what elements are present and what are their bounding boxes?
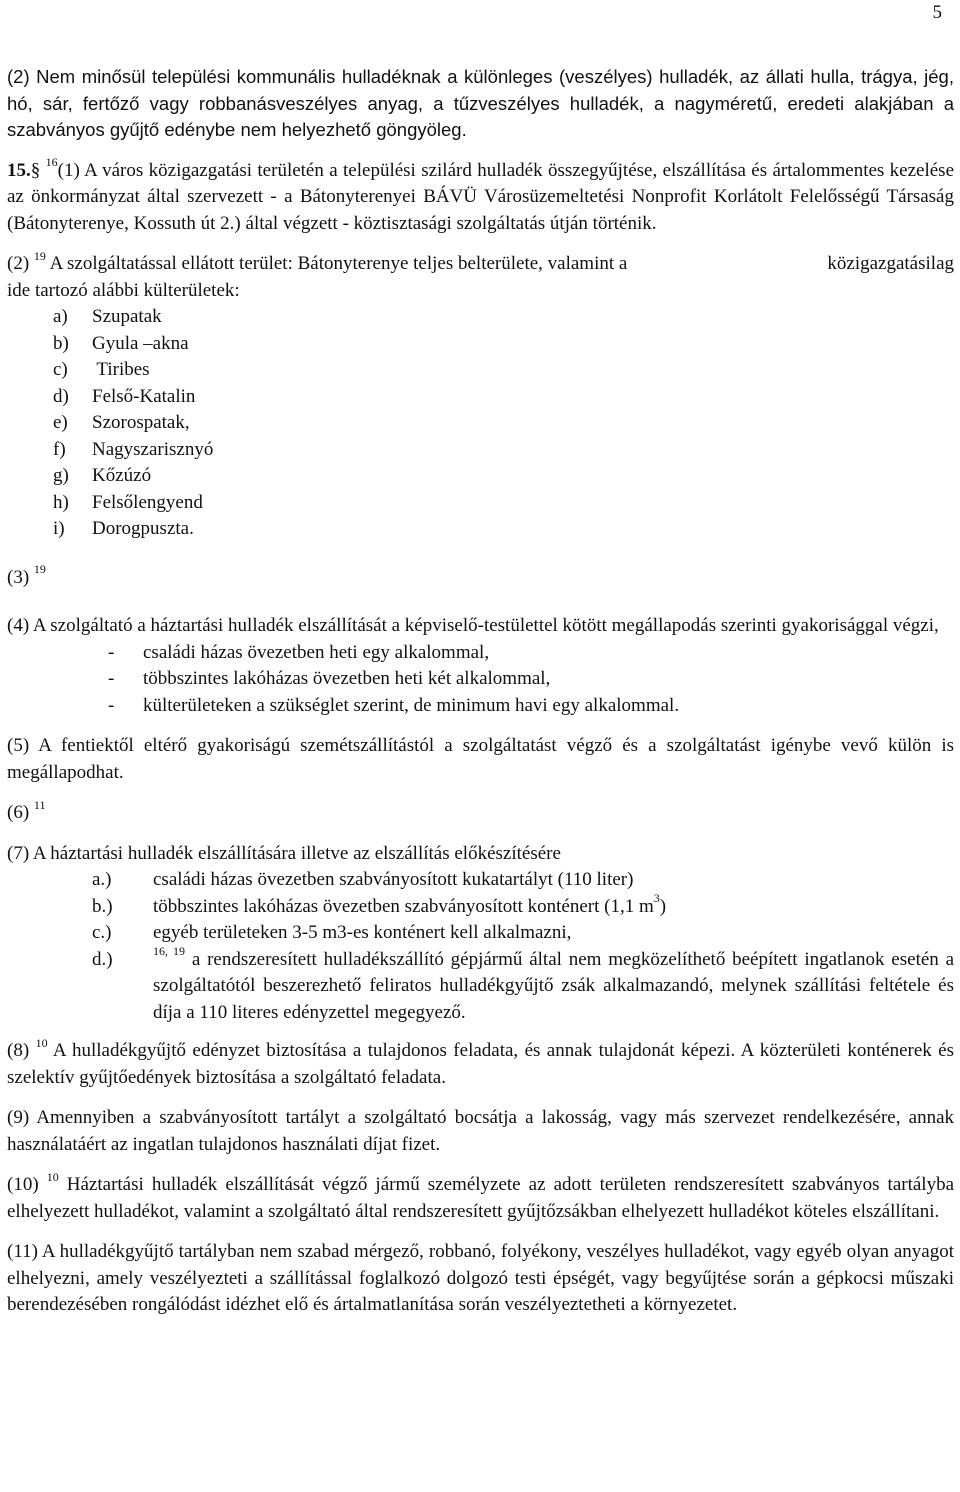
paragraph-text: Háztartási hulladék elszállítását végző jármű személyzete az adott területen rendszeresített szabványos tartályba elhelyezett hulladékot, valamint a szolgáltató által rendszeresített gyűjtőzsákban elhelyezett hulladékot köteles elszállítani. [7, 1174, 955, 1222]
list-item-text: többszintes lakóházas övezetben heti két alkalommal, [143, 668, 551, 689]
list-item-label: a.) [92, 869, 112, 890]
list-item-text: külterületeken a szükséglet szerint, de minimum havi egy alkalommal. [143, 694, 680, 716]
list-item [53, 516, 954, 543]
list-item [108, 693, 954, 720]
list-item [53, 331, 954, 358]
paragraph-6 [7, 797, 954, 827]
list-item [53, 304, 954, 331]
paragraph-label: (6) [7, 802, 30, 823]
paragraph-text-end: közigazgatásilag [827, 253, 954, 274]
list-item [53, 490, 954, 517]
list-item-label: a) [53, 306, 68, 327]
list-item [108, 640, 954, 667]
document-body [7, 64, 954, 1319]
list-item-body: többszintes lakóházas övezetben szabványosított konténert (1,1 m [153, 895, 654, 917]
footnote-ref: 16, 19 [153, 944, 186, 959]
list-item-text: Gyula –akna [92, 332, 189, 354]
list-item-text: Szorospatak, [92, 412, 190, 433]
list-item-label: b) [53, 332, 69, 354]
paragraph-2-exclusions: (2) Nem minősül települési kommunális hulladéknak a különleges (veszélyes) hulladék, az állati hulla, trágya, jég, hó, sár, fertőző vagy robbanásveszélyes anyag, a tűzveszélyes hulladék, a nagyméretű, eredeti alakjában a szabványos gyűjtő edénybe nem helyezhető göngyöleg. [7, 66, 954, 140]
list-item-text: családi házas övezetben heti egy alkalommal, [143, 641, 490, 663]
list-item-label: g) [53, 465, 69, 486]
paragraph-11: (11) A hulladékgyűjtő tartályban nem szabad mérgező, robbanó, folyékony, veszélyes hulladékot, vagy egyéb olyan anyagot elhelyezni, amely veszélyezteti a szállítással foglalkozó dolgozó testi épségét, vagy begyűjtése során a gépkocsi műszaki berendezésében rongálódást idézhet elő és ártalmatlanítása során veszélyeztetheti a környezetet. [7, 1241, 954, 1315]
paragraph-3 [7, 562, 954, 592]
list-item-text [153, 891, 954, 921]
paragraph-9: (9) Amennyiben a szabványosított tartályt a szolgáltató bocsátja a lakosság, vagy más szervezet rendelkezésére, annak használatáért az ingatlan tulajdonos használati díjat fizet. [7, 1107, 954, 1155]
list-item-text: Nagyszarisznyó [92, 438, 214, 460]
page-number: 5 [932, 2, 942, 23]
list-item [53, 357, 954, 384]
paragraph-10 [7, 1169, 955, 1225]
list-item-label: c.) [92, 922, 112, 943]
paragraph-label: (10) [7, 1174, 39, 1195]
list-item-text [153, 944, 955, 1027]
list-item-suffix: ) [659, 895, 667, 917]
list-item-text: Tiribes [92, 359, 150, 380]
section-number: 15. [7, 159, 31, 181]
footnote-ref: 19 [33, 248, 46, 263]
list-item [92, 891, 954, 921]
paragraph-4: (4) A szolgáltató a háztartási hulladék elszállítását a képviselő-testülettel kötött megállapodás szerinti gyakorisággal végzi, [7, 615, 939, 636]
list-item-label: - [108, 668, 115, 689]
section-mark: § [30, 159, 41, 181]
list-item-text: Szupatak [92, 306, 162, 327]
footnote-ref: 10 [46, 1169, 59, 1184]
list-item [92, 867, 954, 894]
footnote-ref: 19 [33, 562, 46, 577]
section-15-text: (1) A város közigazgatási területén a települési szilárd hulladék összegyűjtése, elszállítása és ártalommentes kezelése az önkormányzat által szervezett - a Bátonyterenyei BÁVÜ Városüzemeltetési Nonprofit Korlátolt Felelősségű Társaság (Bátonyterenye, Kossuth út 2.) által végzett - köztisztasági szolgáltatás útján történik. [7, 159, 955, 234]
outskirts-list [7, 304, 954, 543]
list-item-text: Dorogpuszta. [92, 518, 194, 539]
list-item-text: Felsőlengyend [92, 491, 203, 513]
list-item [108, 666, 954, 693]
paragraph-text: A szolgáltatással ellátott terület: Bátonyterenye teljes belterülete, valamint a [49, 253, 628, 274]
paragraph-label: (8) [7, 1040, 30, 1061]
list-item [92, 944, 955, 1027]
paragraph-label: (3) [7, 566, 30, 588]
list-item-label: - [108, 694, 115, 716]
list-item-label: b.) [92, 895, 113, 917]
paragraph-2-service-area [7, 248, 954, 278]
footnote-ref: 16 [45, 155, 58, 170]
list-item-label: h) [53, 491, 69, 513]
list-item-label: - [108, 641, 115, 663]
list-item-text: Kőzúzó [92, 465, 152, 486]
list-item-label: i) [53, 518, 65, 539]
paragraph-5: (5) A fentiektől eltérő gyakoriságú szemétszállítástól a szolgáltatást végző és a szolgáltatást igénybe vevő külön is megállapodhat. [7, 735, 954, 783]
list-item [53, 437, 954, 464]
list-item-text: Felső-Katalin [92, 385, 196, 407]
list-item [53, 384, 954, 411]
paragraph-8 [7, 1035, 955, 1091]
superscript-unit: 3 [653, 891, 660, 906]
footnote-ref: 11 [33, 797, 46, 812]
list-item-label: d) [53, 385, 69, 407]
list-item [92, 920, 954, 947]
list-item-text: családi házas övezetben szabványosított kukatartályt (110 liter) [153, 869, 634, 890]
list-item-label: c) [53, 359, 68, 380]
footnote-ref: 10 [35, 1035, 48, 1050]
list-item-text: egyéb területeken 3-5 m3-es konténert kell alkalmazni, [153, 922, 572, 943]
frequency-list [7, 640, 954, 720]
paragraph-text: A hulladékgyűjtő edényzet biztosítása a tulajdonos feladata, és annak tulajdonát képezi. A közterületi konténerek és szelektív gyűjtőedények biztosítása a szolgáltató feladata. [7, 1040, 955, 1088]
list-item-label: e) [53, 412, 68, 433]
list-item [53, 410, 954, 437]
paragraph-7: (7) A háztartási hulladék elszállítására illetve az elszállítás előkészítésére [7, 842, 561, 864]
paragraph-label: (2) [7, 253, 30, 274]
list-item-label: d.) [92, 948, 113, 970]
list-item-body: a rendszeresített hulladékszállító gépjármű által nem megközelíthető beépített ingatlanok esetén a szolgáltatótól beszerezhető feliratos hulladékgyűjtő zsák alkalmazandó, melynek szállítási feltétele és díja a 110 literes edényzettel megegyező. [153, 948, 955, 1023]
paragraph-2-continuation: ide tartozó alábbi külterületek: [7, 279, 240, 301]
container-list [7, 867, 954, 1026]
list-item [53, 463, 954, 490]
section-15-paragraph-1 [7, 155, 955, 238]
list-item-label: f) [53, 438, 66, 460]
